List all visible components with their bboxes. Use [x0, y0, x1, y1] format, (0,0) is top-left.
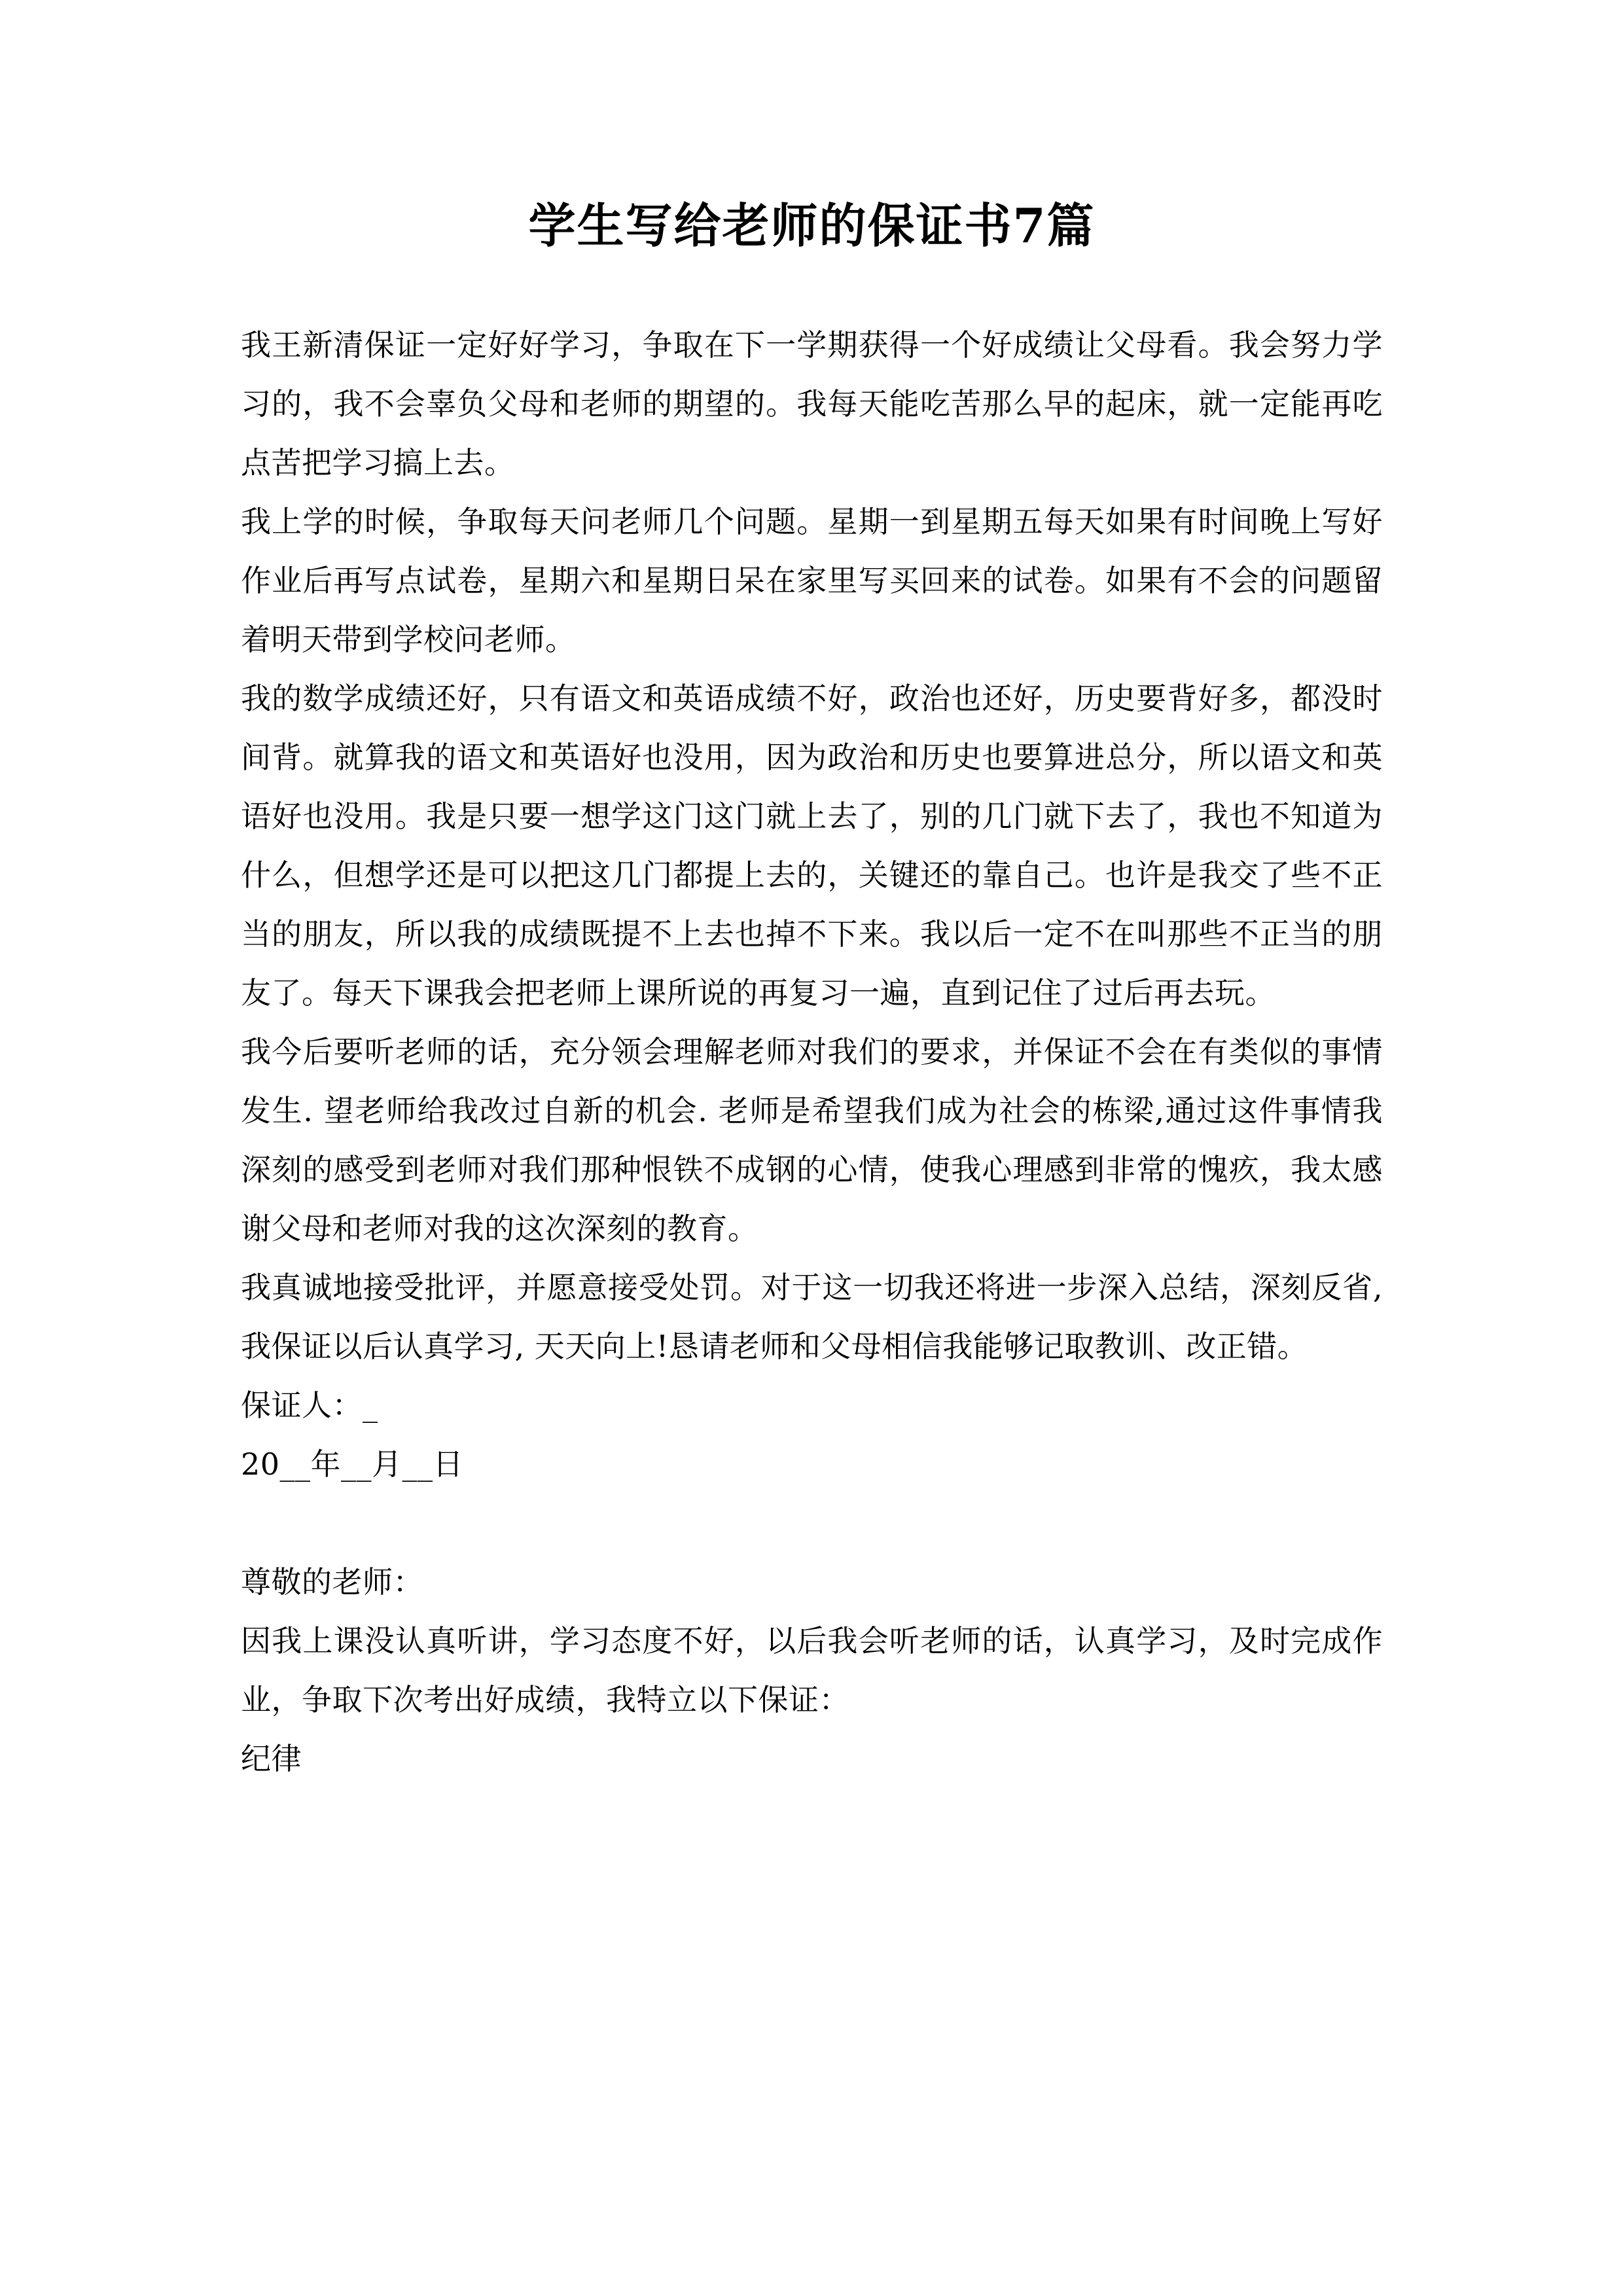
- section-heading-discipline: 纪律: [241, 1741, 302, 1776]
- page-title: 学生写给老师的保证书7篇: [528, 198, 1096, 253]
- paragraph-5: 我真诚地接受批评，并愿意接受处罚。对于这一切我还将进一步深入总结，深刻反省, 我保证以后认真学习, 天天向上!恳请老师和父母相信我能够记取教训、改正错。: [241, 1270, 1383, 1364]
- document-content: [241, 196, 1383, 1788]
- date-line: 20__年__月__日: [241, 1446, 464, 1482]
- salutation: 尊敬的老师：: [241, 1564, 423, 1600]
- paragraph-1: 我王新清保证一定好好学习，争取在下一学期获得一个好成绩让父母看。我会努力学习的，我不会辜负父母和老师的期望的。我每天能吃苦那么早的起床，就一定能再吃点苦把学习搞上去。: [241, 327, 1383, 480]
- section-spacer: [241, 1494, 1383, 1552]
- paragraph-3: 我的数学成绩还好，只有语文和英语成绩不好，政治也还好，历史要背好多，都没时间背。就算我的语文和英语好也没用，因为政治和历史也要算进总分，所以语文和英语好也没用。我是只要一想学这门这门就上去了，别的几门就下去了，我也不知道为什么，但想学还是可以把这几门都提上去的，关键还的靠自己。也许是我交了些不正当的朋友，所以我的成绩既提不上去也掉不下来。我以后一定不在叫那些不正当的朋友了。每天下课我会把老师上课所说的再复习一遍，直到记住了过后再去玩。: [241, 681, 1383, 1011]
- signer-line: 保证人：_: [241, 1388, 378, 1423]
- paragraph-4: 我今后要听老师的话，充分领会理解老师对我们的要求，并保证不会在有类似的事情发生. 望老师给我改过自新的机会. 老师是希望我们成为社会的栋梁,通过这件事情我深刻的感受到老师对我们那种恨铁不成钢的心情，使我心理感到非常的愧疚，我太感谢父母和老师对我的这次深刻的教育。: [241, 1034, 1383, 1246]
- paragraph-2: 我上学的时候，争取每天问老师几个问题。星期一到星期五每天如果有时间晚上写好作业后再写点试卷，星期六和星期日呆在家里写买回来的试卷。如果有不会的问题留着明天带到学校问老师。: [241, 504, 1383, 657]
- second-letter-body: 因我上课没认真听讲，学习态度不好，以后我会听老师的话，认真学习，及时完成作业，争取下次考出好成绩，我特立以下保证：: [241, 1623, 1383, 1717]
